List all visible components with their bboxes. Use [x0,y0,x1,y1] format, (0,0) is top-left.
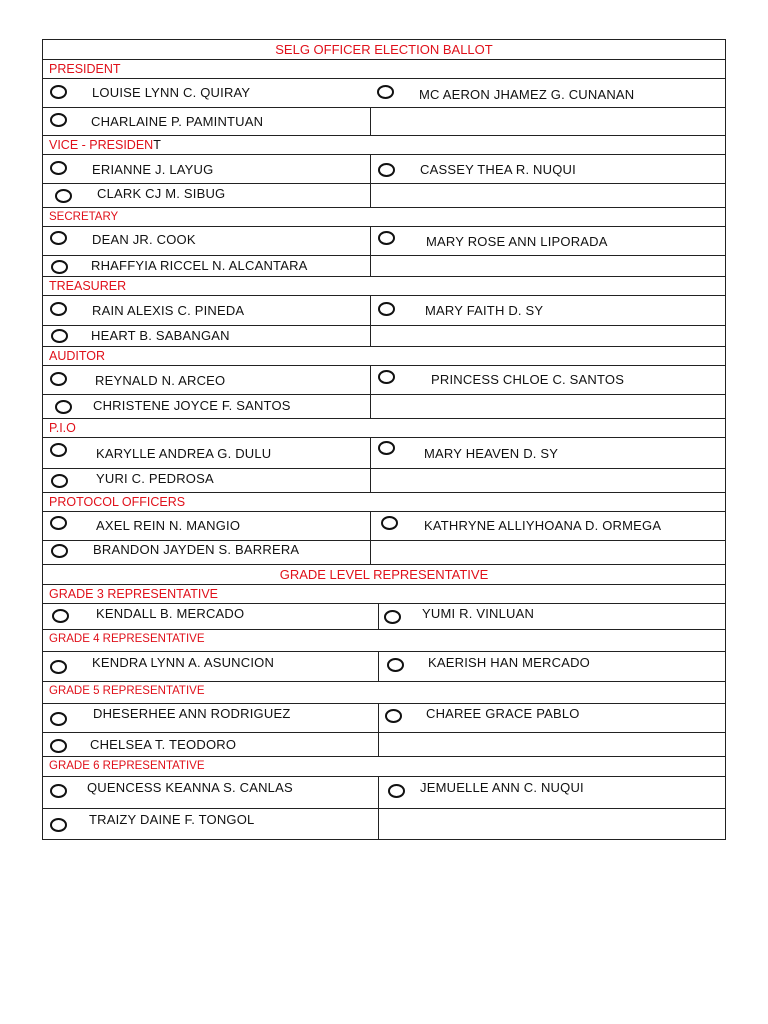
candidate-row [43,438,725,469]
candidate-row [43,227,725,256]
vote-oval[interactable] [50,818,67,832]
candidate-cell-empty [371,108,725,135]
vote-oval[interactable] [50,739,67,753]
position-vice-president [43,136,725,155]
vote-oval[interactable] [385,709,402,723]
candidate-cell-empty [371,326,725,346]
candidate-cell [43,296,371,325]
candidate-cell [43,704,379,732]
ballot-table [42,39,726,840]
position-label: VICE - PRESIDEN [49,138,154,152]
vote-oval[interactable] [51,329,68,343]
candidate-cell [43,512,371,540]
candidate-name: TRAIZY DAINE F. TONGOL [89,812,255,827]
candidate-name: KATHRYNE ALLIYHOANA D. ORMEGA [424,518,662,533]
candidate-row [43,704,725,733]
candidate-cell [379,604,725,629]
candidate-name: KENDALL B. MERCADO [96,606,245,621]
vote-oval[interactable] [377,85,394,99]
candidate-name: BRANDON JAYDEN S. BARRERA [93,542,300,557]
candidate-cell-empty [371,395,725,418]
candidate-name: MARY ROSE ANN LIPORADA [426,234,608,249]
vote-oval[interactable] [50,660,67,674]
candidate-cell [371,366,725,394]
candidate-row [43,155,725,184]
candidate-name: CHELSEA T. TEODORO [90,737,237,752]
candidate-name: LOUISE LYNN C. QUIRAY [92,85,251,100]
candidate-cell [43,733,379,756]
candidate-row [43,733,725,757]
candidate-cell [43,79,370,107]
candidate-cell [43,227,371,255]
candidate-name: PRINCESS CHLOE C. SANTOS [431,372,625,387]
candidate-name: KENDRA LYNN A. ASUNCION [92,655,275,670]
vote-oval[interactable] [381,516,398,530]
vote-oval[interactable] [55,189,72,203]
candidate-row [43,395,725,419]
vote-oval[interactable] [50,113,67,127]
candidate-cell [371,79,725,107]
vote-oval[interactable] [51,544,68,558]
candidate-row [43,512,725,541]
ballot-title: SELG OFFICER ELECTION BALLOT [43,40,725,60]
position-treasurer: TREASURER [43,277,725,296]
candidate-name: YURI C. PEDROSA [96,471,214,486]
candidate-name: CHRISTENE JOYCE F. SANTOS [93,398,291,413]
vote-oval[interactable] [50,516,67,530]
vote-oval[interactable] [378,441,395,455]
vote-oval[interactable] [50,443,67,457]
candidate-cell [43,777,379,808]
vote-oval[interactable] [378,163,395,177]
candidate-name: MARY FAITH D. SY [425,303,544,318]
candidate-row [43,809,725,839]
grade-5-representative: GRADE 5 REPRESENTATIVE [43,682,725,704]
candidate-name: DEAN JR. COOK [92,232,196,247]
candidate-cell-empty [371,184,725,207]
candidate-name: CASSEY THEA R. NUQUI [420,162,576,177]
candidate-name: DHESERHEE ANN RODRIGUEZ [93,706,291,721]
candidate-name: CHAREE GRACE PABLO [426,706,580,721]
candidate-cell [43,108,371,135]
candidate-cell [379,704,725,732]
candidate-name: RAIN ALEXIS C. PINEDA [92,303,245,318]
candidate-cell [43,438,371,468]
candidate-cell [43,366,371,394]
vote-oval[interactable] [50,784,67,798]
candidate-cell [379,777,725,808]
candidate-cell-empty [379,809,725,839]
vote-oval[interactable] [387,658,404,672]
candidate-name: QUENCESS KEANNA S. CANLAS [87,780,293,795]
candidate-row [43,326,725,347]
candidate-cell-empty [371,256,725,276]
grade-6-representative: GRADE 6 REPRESENTATIVE [43,757,725,777]
vote-oval[interactable] [378,370,395,384]
candidate-cell-empty [379,733,725,756]
candidate-cell [43,541,371,564]
vote-oval[interactable] [50,372,67,386]
candidate-cell [371,296,725,325]
candidate-row [43,256,725,277]
position-protocol-officers: PROTOCOL OFFICERS [43,493,725,512]
position-auditor: AUDITOR [43,347,725,366]
vote-oval[interactable] [50,85,67,99]
vote-oval[interactable] [388,784,405,798]
candidate-cell [43,184,371,207]
candidate-row [43,541,725,565]
candidate-row [43,108,725,136]
position-secretary: SECRETARY [43,208,725,227]
candidate-cell [43,155,371,183]
candidate-row [43,184,725,208]
grade-4-representative: GRADE 4 REPRESENTATIVE [43,630,725,652]
candidate-name: AXEL REIN N. MANGIO [96,518,241,533]
candidate-cell [371,227,725,255]
candidate-name: CHARLAINE P. PAMINTUAN [91,114,264,129]
candidate-name: YUMI R. VINLUAN [422,606,535,621]
candidate-cell [371,155,725,183]
candidate-cell [371,512,725,540]
candidate-name: KARYLLE ANDREA G. DULU [96,446,272,461]
candidate-cell-empty [371,469,725,492]
vote-oval[interactable] [384,610,401,624]
position-president: PRESIDENT [43,60,725,79]
candidate-row [43,604,725,630]
grade-level-title: GRADE LEVEL REPRESENTATIVE [43,565,725,585]
vote-oval[interactable] [51,474,68,488]
candidate-cell-empty [371,541,725,564]
vote-oval[interactable] [378,231,395,245]
candidate-cell [43,256,371,276]
candidate-name: REYNALD N. ARCEO [95,373,226,388]
candidate-row [43,79,725,108]
candidate-row [43,777,725,809]
candidate-name: JEMUELLE ANN C. NUQUI [420,780,584,795]
candidate-row [43,469,725,493]
vote-oval[interactable] [50,712,67,726]
grade-3-representative: GRADE 3 REPRESENTATIVE [43,585,725,604]
candidate-row [43,652,725,682]
position-pio: P.I.O [43,419,725,438]
candidate-cell [43,469,371,492]
vote-oval[interactable] [50,231,67,245]
candidate-name: MC AERON JHAMEZ G. CUNANAN [419,87,635,102]
candidate-row [43,296,725,326]
candidate-cell [43,652,379,681]
candidate-name: KAERISH HAN MERCADO [428,655,590,670]
candidate-cell [43,604,379,629]
candidate-cell [43,395,371,418]
candidate-cell [379,652,725,681]
candidate-name: RHAFFYIA RICCEL N. ALCANTARA [91,258,308,273]
candidate-name: MARY HEAVEN D. SY [424,446,559,461]
vote-oval[interactable] [52,609,69,623]
position-label-suffix: T [153,138,161,152]
vote-oval[interactable] [50,161,67,175]
vote-oval[interactable] [51,260,68,274]
candidate-cell [371,438,725,468]
candidate-name: HEART B. SABANGAN [91,328,230,343]
candidate-name: ERIANNE J. LAYUG [92,162,214,177]
vote-oval[interactable] [378,302,395,316]
candidate-cell [43,809,379,839]
candidate-name: CLARK CJ M. SIBUG [97,186,226,201]
vote-oval[interactable] [50,302,67,316]
vote-oval[interactable] [55,400,72,414]
candidate-row [43,366,725,395]
candidate-cell [43,326,371,346]
